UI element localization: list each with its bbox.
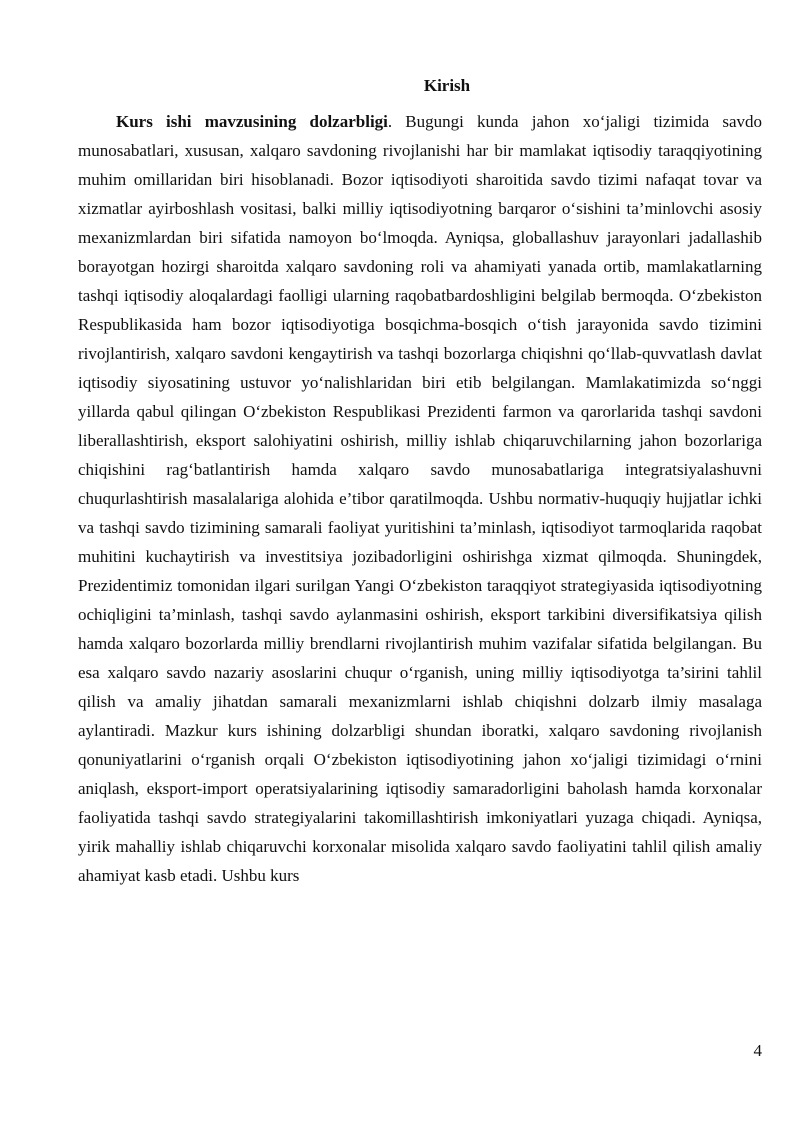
paragraph-text: . Bugungi kunda jahon xo‘jaligi tizimida savdo munosabatlari, xususan, xalqaro savdoning rivojlanishi har bir mamlakat iqtisodiy taraqqiyotining muhim omillaridan biri hisoblanadi. Bozor iqtisodiyoti sharoitida savdo tizimi nafaqat tovar va xizmatlar ayirboshlash vositasi, balki milliy iqtisodiyotning barqaror o‘sishini ta’minlovchi asosiy mexanizmlardan biri sifatida namoyon bo‘lmoqda. Ayniqsa, globallashuv jarayonlari jadallashib borayotgan hozirgi sharoitda xalqaro savdoning roli va ahamiyati yanada ortib, mamlakatlarning tashqi iqtisodiy aloqalardagi faolligi ularning raqobatbardoshligini belgilab bermoqda. O‘zbekiston Respublikasida ham bozor iqtisodiyotiga bosqichma-bosqich o‘tish jarayonida savdo tizimini rivojlantirish, xalqaro savdoni kengaytirish va tashqi bozorlarga chiqishni qo‘llab-quvvatlash davlat iqtisodiy siyosatining ustuvor yo‘nalishlaridan biri etib belgilangan. Mamlakatimizda so‘nggi yillarda qabul qilingan O‘zbekiston Respublikasi Prezidenti farmon va qarorlarida tashqi savdoni liberallashtirish, eksport salohiyatini oshirish, milliy ishlab chiqaruvchilarning jahon bozorlariga chiqishini rag‘batlantirish hamda xalqaro savdo munosabatlariga integratsiyalashuvni chuqurlashtirish masalalariga alohida e’tibor qaratilmoqda. Ushbu normativ-huquqiy hujjatlar ichki va tashqi savdo tizimining samarali faoliyat yuritishini ta’minlash, iqtisodiyot tarmoqlarida raqobat muhitini kuchaytirish va investitsiya jozibadorligini oshirishga xizmat qilmoqda. Shuningdek, Prezidentimiz tomonidan ilgari surilgan Yangi O‘zbekiston taraqqiyot strategiyasida iqtisodiyotning ochiqligini ta’minlash, tashqi savdo aylanmasini oshirish, eksport tarkibini diversifikatsiya qilish hamda xalqaro bozorlarda milliy brendlarni rivojlantirish muhim vazifalar sifatida belgilangan. Bu esa xalqaro savdo nazariy asoslarini chuqur o‘rganish, uning milliy iqtisodiyotga ta’sirini tahlil qilish va amaliy jihatdan samarali mexanizmlarni ishlab chiqishni dolzarb ilmiy masalaga aylantiradi. Mazkur kurs ishining dolzarbligi shundan iboratki, xalqaro savdoning rivojlanish qonuniyatlarini o‘rganish orqali O‘zbekiston iqtisodiyotining jahon xo‘jaligi tizimidagi o‘rnini aniqlash, eksport-import operatsiyalarining iqtisodiy samaradorligini baholash hamda korxonalar faoliyatida tashqi savdo strategiyalarini takomillashtirish imkoniyatlari yuzaga chiqadi. Ayniqsa, yirik mahalliy ishlab chiqaruvchi korxonalar misolida xalqaro savdo faoliyatini tahlil qilish amaliy ahamiyat kasb etadi. Ushbu kurs [78, 112, 762, 885]
page-number: 4 [753, 1041, 762, 1060]
section-heading: Kirish [423, 76, 471, 95]
body-paragraph [78, 107, 762, 890]
paragraph-lead: Kurs ishi mavzusining dolzarbligi [116, 112, 388, 131]
